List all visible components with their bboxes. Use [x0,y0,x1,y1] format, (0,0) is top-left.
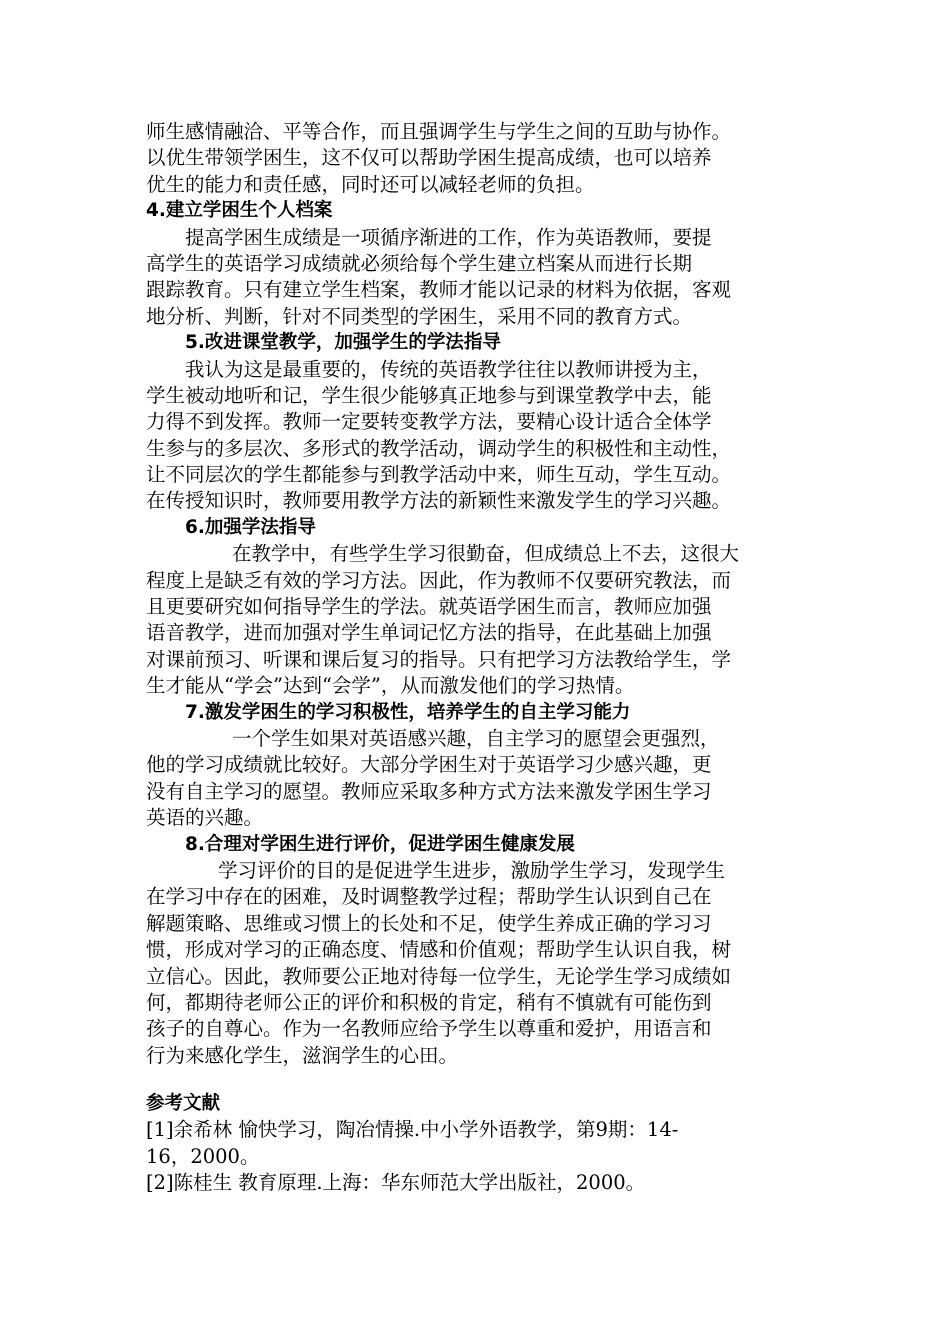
text-line: 在传授知识时，教师要用教学方法的新颖性来激发学生的学习兴趣。 [146,489,732,513]
references-list [146,1117,794,1196]
reference-item: [1]余希林 愉快学习，陶冶情操.中小学外语教学，第9期：14- [146,1118,679,1142]
text-line: 对课前预习、听课和课后复习的指导。只有把学习方法教给学生，学 [146,647,732,671]
text-line: 让不同层次的学生都能参与到教学活动中来，师生互动，学生互动。 [146,463,732,487]
spacer [146,1069,794,1091]
text-line: 没有自主学习的愿望。教师应采取多种方式方法来激发学困生学习 [146,779,712,803]
text-line: 力得不到发挥。教师一定要转变教学方法，要精心设计适合全体学 [146,410,712,434]
text-line: 跟踪教育。只有建立学生档案，教师才能以记录的材料为依据，客观 [146,278,732,302]
section-8-paragraph [146,858,794,1069]
text-line: 师生感情融洽、平等合作，而且强调学生与学生之间的互助与协作。 [146,120,732,143]
text-line: 地分析、判断，针对不同类型的学困生，采用不同的教育方式。 [146,304,693,328]
text-line: 立信心。因此，教师要公正地对待每一位学生，无论学生学习成绩如 [146,964,732,988]
section-5-paragraph [146,357,794,515]
section-7-heading: 7.激发学困生的学习积极性，培养学生的自主学习能力 [185,701,631,723]
text-line: 生才能从“学会”达到“会学”，从而激发他们的学习热情。 [146,674,635,698]
text-line: 一个学生如果对英语感兴趣，自主学习的愿望会更强烈， [232,726,720,750]
text-line: 生参与的多层次、多形式的教学活动，调动学生的积极性和主动性， [146,436,732,460]
intro-paragraph [146,119,794,198]
section-6-paragraph [146,541,794,699]
document-body [146,119,794,1197]
text-line: 在学习中存在的困难，及时调整教学过程；帮助学生认识到自己在 [146,885,712,909]
text-line: 提高学困生成绩是一项循序渐进的工作，作为英语教师，要提 [185,225,712,249]
text-line: 何，都期待老师公正的评价和积极的肯定，稍有不慎就有可能伤到 [146,990,712,1014]
reference-item: 16，2000。 [146,1144,260,1168]
text-line: 程度上是缺乏有效的学习方法。因此，作为教师不仅要研究教法，而 [146,568,732,592]
section-4-heading: 4.建立学困生个人档案 [146,200,333,222]
section-5-heading: 5.改进课堂教学，加强学生的学法指导 [185,332,501,354]
text-line: 以优生带领学困生，这不仅可以帮助学困生提高成绩，也可以培养 [146,146,712,170]
text-line: 解题策略、思维或习惯上的长处和不足，使学生养成正确的学习习 [146,911,712,935]
text-line: 学生被动地听和记，学生很少能够真正地参与到课堂教学中去，能 [146,383,712,407]
text-line: 学习评价的目的是促进学生进步，激励学生学习，发现学生 [218,858,726,882]
text-line: 惯，形成对学习的正确态度、情感和价值观；帮助学生认识自我，树 [146,938,732,962]
section-6-heading: 6.加强学法指导 [185,516,316,538]
text-line: 在教学中，有些学生学习很勤奋，但成绩总上不去，这很大 [232,542,740,566]
text-line: 孩子的自尊心。作为一名教师应给予学生以尊重和爱护，用语言和 [146,1017,712,1041]
text-line: 英语的兴趣。 [146,806,264,830]
section-4-paragraph [146,225,794,331]
text-line: 他的学习成绩就比较好。大部分学困生对于英语学习少感兴趣，更 [146,753,712,777]
section-8-heading: 8.合理对学困生进行评价，促进学困生健康发展 [185,833,575,855]
text-line: 行为来感化学生，滋润学生的心田。 [146,1043,459,1067]
text-line: 我认为这是最重要的，传统的英语教学往往以教师讲授为主， [185,357,712,381]
reference-item: [2]陈桂生 教育原理.上海：华东师范大学出版社，2000。 [146,1171,646,1195]
section-7-paragraph [146,726,794,832]
text-line: 高学生的英语学习成绩就必须给每个学生建立档案从而进行长期 [146,251,693,275]
text-line: 语音教学，进而加强对学生单词记忆方法的指导，在此基础上加强 [146,621,712,645]
text-line: 优生的能力和责任感，同时还可以减轻老师的负担。 [146,172,595,196]
text-line: 且更要研究如何指导学生的学法。就英语学困生而言，教师应加强 [146,595,712,619]
references-title: 参考文献 [146,1093,221,1115]
